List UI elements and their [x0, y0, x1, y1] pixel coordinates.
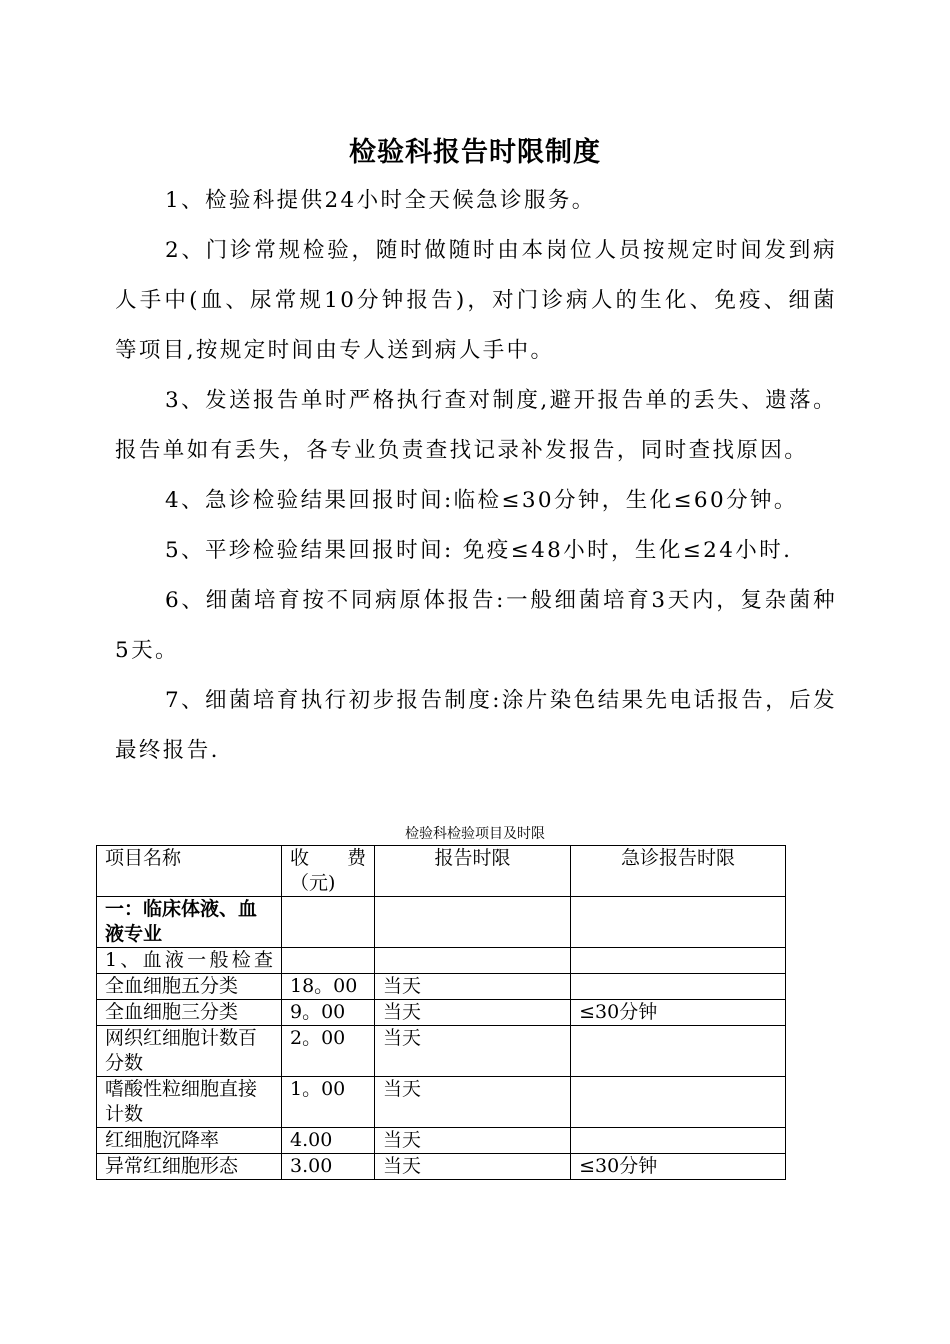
- header-fee-line2: （元): [289, 872, 336, 894]
- header-report: 报告时限: [375, 846, 571, 897]
- row-name: 一：临床体液、血液专业: [97, 897, 282, 948]
- paragraph-7: 7、细菌培育执行初步报告制度:涂片染色结果先电话报告，后发最终报告.: [115, 688, 837, 763]
- header-fee-line1: 收 费: [289, 847, 367, 869]
- table-header-row: [97, 846, 786, 897]
- row-report: 当天: [375, 1154, 571, 1180]
- paragraph-3: 3、发送报告单时严格执行查对制度,避开报告单的丢失、遗落。报告单如有丢失，各专业负责查找记录补发报告，同时查找原因。: [115, 388, 837, 463]
- items-table: [96, 845, 786, 1180]
- header-fee: [281, 846, 374, 897]
- row-fee: 1。00: [281, 1077, 374, 1128]
- row-emergency: [571, 897, 786, 948]
- table-row: [97, 1000, 786, 1026]
- row-report: 当天: [375, 1026, 571, 1077]
- row-emergency: [571, 974, 786, 1000]
- row-fee: [281, 897, 374, 948]
- row-emergency: [571, 1077, 786, 1128]
- table-row: [97, 1026, 786, 1077]
- row-fee: [281, 948, 374, 974]
- row-report: 当天: [375, 974, 571, 1000]
- paragraph-5: 5、平珍检验结果回报时间: 免疫≤48小时，生化≤24小时.: [165, 538, 793, 563]
- row-report: [375, 897, 571, 948]
- paragraph-4: 4、急诊检验结果回报时间:临检≤30分钟，生化≤60分钟。: [165, 488, 798, 513]
- document-body: [115, 176, 837, 776]
- row-name: 嗜酸性粒细胞直接计数: [97, 1077, 282, 1128]
- table-row: [97, 1128, 786, 1154]
- table-caption: 检验科检验项目及时限: [405, 826, 545, 842]
- row-fee: 18。00: [281, 974, 374, 1000]
- paragraph-2: 2、门诊常规检验，随时做随时由本岗位人员按规定时间发到病人手中(血、尿常规10分钟报告)，对门诊病人的生化、免疫、细菌等项目,按规定时间由专人送到病人手中。: [115, 238, 837, 363]
- document-title: 检验科报告时限制度: [349, 137, 601, 168]
- paragraph-6: 6、细菌培育按不同病原体报告:一般细菌培育3天内，复杂菌种5天。: [115, 588, 837, 663]
- row-fee: 2。00: [281, 1026, 374, 1077]
- row-name: 全血细胞三分类: [97, 1000, 282, 1026]
- row-emergency: [571, 1026, 786, 1077]
- table-row: [97, 1077, 786, 1128]
- row-emergency: ≤30分钟: [571, 1000, 786, 1026]
- table-row: [97, 1154, 786, 1180]
- table-row: [97, 974, 786, 1000]
- row-name: 全血细胞五分类: [97, 974, 282, 1000]
- row-emergency: [571, 948, 786, 974]
- header-emergency: 急诊报告时限: [571, 846, 786, 897]
- row-report: 当天: [375, 1128, 571, 1154]
- paragraph-1: 1、检验科提供24小时全天候急诊服务。: [165, 188, 596, 213]
- row-emergency: ≤30分钟: [571, 1154, 786, 1180]
- row-fee: 3.00: [281, 1154, 374, 1180]
- row-name: 网织红细胞计数百分数: [97, 1026, 282, 1077]
- row-name: 红细胞沉降率: [97, 1128, 282, 1154]
- row-name: 异常红细胞形态: [97, 1154, 282, 1180]
- row-fee: 9。00: [281, 1000, 374, 1026]
- row-report: [375, 948, 571, 974]
- row-report: 当天: [375, 1000, 571, 1026]
- table-row: [97, 897, 786, 948]
- row-report: 当天: [375, 1077, 571, 1128]
- row-emergency: [571, 1128, 786, 1154]
- row-fee: 4.00: [281, 1128, 374, 1154]
- table-row: [97, 948, 786, 974]
- row-name: 1、血液一般检查: [97, 948, 282, 974]
- header-name: 项目名称: [97, 846, 282, 897]
